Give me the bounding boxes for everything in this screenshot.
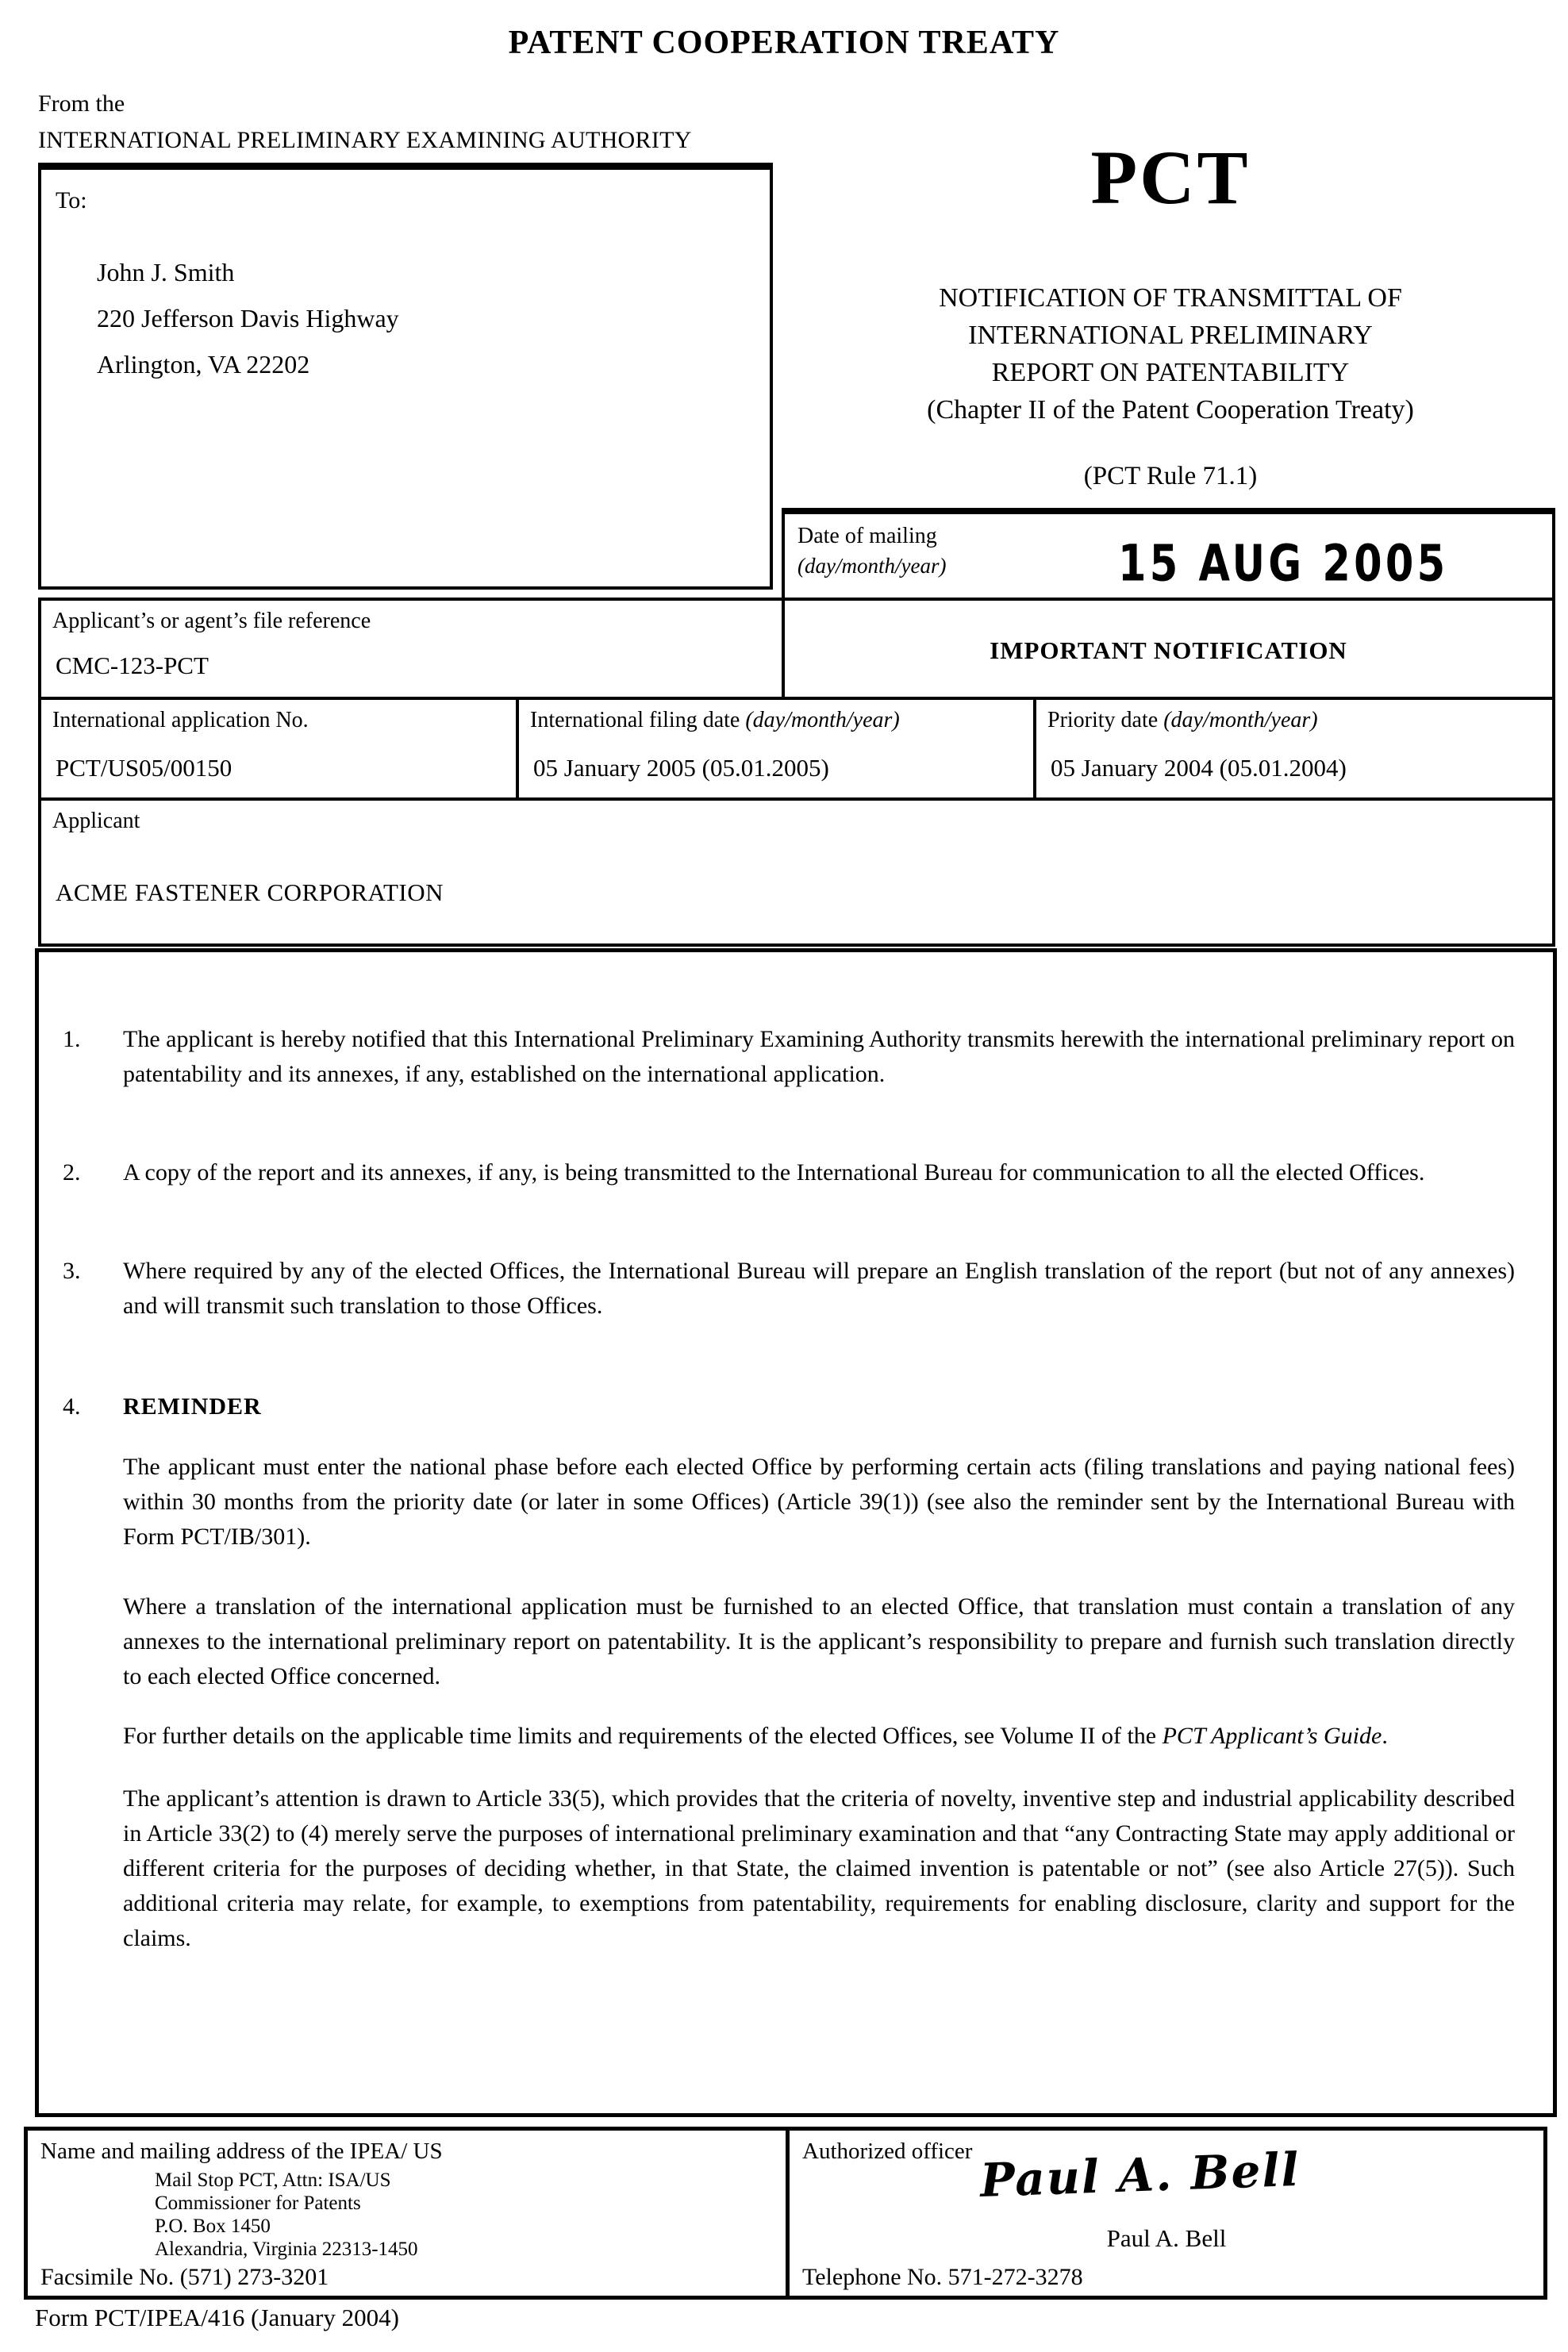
recipient-city: Arlington, VA 22202 [97,350,310,379]
international-application-value: PCT/US05/00150 [56,754,233,782]
ipea-address-label: Name and mailing address of the IPEA/ US [40,2139,443,2164]
paragraph-3 [63,1254,1515,1324]
paragraph-1 [63,1022,1515,1092]
notification-title-line-3: REPORT ON PATENTABILITY [991,358,1350,387]
notification-body-box [35,948,1557,2117]
reminder-paragraph-1: The applicant must enter the national phase before each elected Office by performing certain acts (filing translations and paying national fees) within 30 months from the priority date (or later in some Offices) (Article 39(1)) (see also the reminder sent by the International Bureau with Form PCT/IB/301). [123,1454,1515,1550]
recipient-street: 220 Jefferson Davis Highway [97,304,399,332]
date-of-mailing-box [782,508,1555,610]
notification-title-line-2: INTERNATIONAL PRELIMINARY [968,321,1373,350]
filing-date-value: 05 January 2005 (05.01.2005) [533,754,829,782]
reminder-paragraph-4: The applicant’s attention is drawn to Article 33(5), which provides that the criteria of novelty, inventive step and industrial applicability described in Article 33(2) to (4) merely serve the purposes of international preliminary examination and that “any Contracting State may apply additional or different criteria for the purposes of deciding whether, in that State, the claimed invention is patentable or not” (see also Article 27(5)). Such additional criteria may relate, for example, to exemptions from patentability, requirements for enabling disclosure, clarity and support for the claims. [123,1785,1515,1951]
from-label: From the [38,90,125,117]
facsimile-number: Facsimile No. (571) 273-3201 [40,2264,329,2290]
pct-logo: PCT [1090,135,1251,220]
priority-date-cell [1033,697,1555,804]
important-notification-cell [782,598,1555,703]
notification-title-line-1: NOTIFICATION OF TRANSMITTAL OF [939,283,1402,313]
file-reference-label: Applicant’s or agent’s file reference [52,609,371,633]
priority-date-label: Priority date [1047,708,1164,732]
date-of-mailing-label: Date of mailing [797,524,937,548]
recipient-address [97,249,399,387]
paragraph-3-number: 3. [63,1258,81,1284]
international-application-label: International application No. [52,708,309,732]
priority-date-format-note: (day/month/year) [1163,708,1318,732]
date-of-mailing-stamp: 15 AUG 2005 [1118,535,1449,594]
ipea-address-line-3: P.O. Box 1450 [155,2216,271,2237]
paragraph-1-number: 1. [63,1026,81,1052]
international-application-cell [38,697,522,804]
filing-date-label-row [530,708,900,733]
pct-applicants-guide-reference: PCT Applicant’s Guide [1162,1723,1382,1749]
paragraph-3-text: Where required by any of the elected Offices, the International Bureau will prepare an English translation of the report (but not of any annexes) and will transmit such translation to those Offices. [123,1258,1515,1319]
authorized-officer-cell [790,2131,1543,2296]
ipea-address-line-1: Mail Stop PCT, Attn: ISA/US [155,2169,391,2191]
priority-date-value: 05 January 2004 (05.01.2004) [1051,754,1347,782]
authority-name: INTERNATIONAL PRELIMINARY EXAMINING AUTHORITY [38,127,692,153]
telephone-number: Telephone No. 571-272-3278 [802,2264,1083,2290]
document-title: PATENT COOPERATION TREATY [508,25,1060,61]
authorized-officer-label: Authorized officer [802,2139,973,2164]
paragraph-2-text: A copy of the report and its annexes, if any, is being transmitted to the International Bureau for communication to all the elected Offices. [123,1159,1425,1186]
reminder-paragraph-3-prefix: For further details on the applicable time limits and requirements of the elected Offices, see Volume II of the [123,1723,1163,1749]
notification-title-line-4: (Chapter II of the Patent Cooperation Treaty) [927,395,1414,425]
file-reference-value: CMC-123-PCT [56,651,209,679]
filing-date-format-note: (day/month/year) [745,708,900,732]
paragraph-2 [63,1155,1515,1190]
date-format-note: (day/month/year) [797,554,947,578]
filing-date-cell [516,697,1040,804]
applicant-value: ACME FASTENER CORPORATION [56,878,444,906]
important-notification-text: IMPORTANT NOTIFICATION [990,636,1347,664]
officer-printed-name: Paul A. Bell [1106,2224,1227,2252]
notification-body [39,952,1553,1991]
officer-signature: Paul A. Bell [978,2142,1301,2208]
recipient-name: John J. Smith [97,258,235,286]
reminder-heading-text: REMINDER [123,1393,262,1420]
applicant-cell [38,797,1555,947]
notification-title [794,279,1547,429]
priority-date-label-row [1047,708,1318,733]
file-reference-cell [38,598,788,703]
to-label: To: [56,187,87,213]
reminder-paragraph-2: Where a translation of the international application must be furnished to an elected Office, that translation must contain a translation of any annexes to the international preliminary report on patentability. It is the applicant’s responsibility to prepare and furnish such translation directly to each elected Office concerned. [123,1593,1515,1689]
recipient-address-box [38,163,773,590]
ipea-address [155,2169,418,2261]
reminder-paragraph-3 [123,1719,1515,1754]
ipea-address-cell [28,2131,790,2296]
footer-box [24,2127,1547,2300]
reminder-paragraph-3-suffix: . [1382,1723,1388,1749]
paragraph-4-number: 4. [63,1393,81,1420]
paragraph-4-reminder-heading [63,1389,1515,1424]
paragraph-2-number: 2. [63,1159,81,1186]
applicant-label: Applicant [52,809,140,833]
paragraph-1-text: The applicant is hereby notified that this International Preliminary Examining Authority transmits herewith the international preliminary report on patentability and its annexes, if any, established on the international application. [123,1026,1515,1087]
form-identifier: Form PCT/IPEA/416 (January 2004) [35,2304,399,2331]
ipea-address-line-2: Commissioner for Patents [155,2193,361,2214]
filing-date-label: International filing date [530,708,746,732]
ipea-address-line-4: Alexandria, Virginia 22313-1450 [155,2239,418,2260]
pct-rule-reference: (PCT Rule 71.1) [1083,462,1258,490]
